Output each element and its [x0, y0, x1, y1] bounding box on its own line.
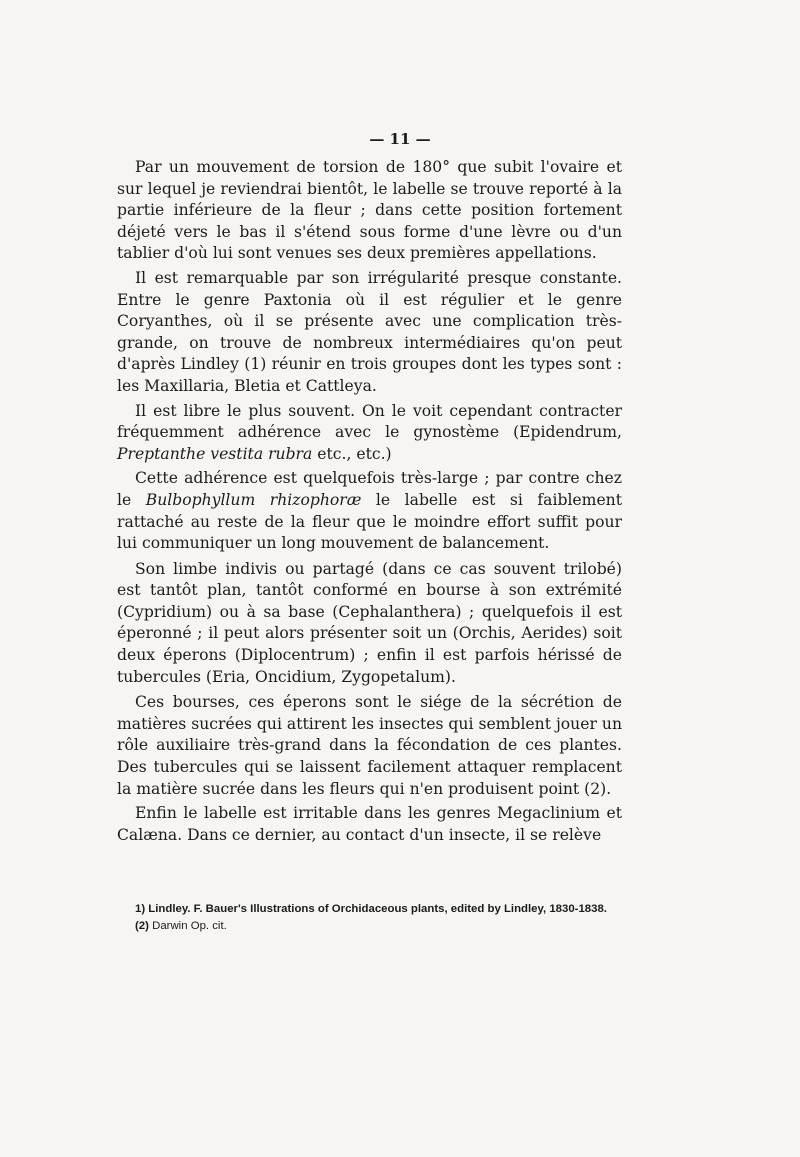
paragraph-text: Cette adhérence est quelquefois très-large ; par contre chez le: [117, 469, 622, 509]
footnote-2: [117, 918, 622, 935]
footnote-1: 1) Lindley. F. Bauer's Illustrations of Orchidaceous plants, edited by Lindley, 1830-1838.: [135, 903, 607, 915]
paragraph-text: etc., etc.): [312, 444, 392, 463]
page-number: — 11 —: [369, 130, 431, 148]
body-text: [117, 157, 622, 846]
paragraph: Enfin le labelle est irritable dans les genres Megaclinium et Calæna. Dans ce dernier, au contact d'un insecte, il se relève: [117, 804, 622, 844]
paragraph: Ces bourses, ces éperons sont le siége de la sécrétion de matières sucrées qui attirent les insectes qui semblent jouer un rôle auxiliaire très-grand dans la fécondation de ces plantes. Des tubercules qui se laissent facilement attaquer remplacent la matière sucrée dans les fleurs qui n'en produisent point (2).: [117, 693, 622, 798]
paragraph: [117, 468, 622, 554]
paragraph: Son limbe indivis ou partagé (dans ce cas souvent trilobé) est tantôt plan, tantôt conformé en bourse à son extrémité (Cypridium) ou à sa base (Cephalanthera) ; quelquefois il est éperonné ; il peut alors présenter soit un (Orchis, Aerides) soit deux éperons (Diplocentrum) ; enfin il est parfois hérissé de tubercules (Eria, Oncidium, Zygopetalum).: [117, 559, 622, 686]
paragraph: [117, 401, 622, 466]
footnote-number: (2): [135, 920, 149, 932]
paragraph: Il est remarquable par son irrégularité presque constante. Entre le genre Paxtonia où il est régulier et le genre Coryanthes, où il se présente avec une complication très-grande, on trouve de nombreux intermédiaires qu'on peut d'après Lindley (1) réunir en trois groupes dont les types sont : les Maxillaria, Bletia et Cattleya.: [117, 268, 622, 395]
species-name: Bulbophyllum rhizophoræ: [145, 490, 362, 509]
footnotes: [117, 901, 622, 935]
paragraph-text: le labelle est si faiblement rattaché au reste de la fleur que le moindre effort suffit pour lui communiquer un long mouvement de balancement.: [117, 490, 622, 553]
paragraph: Par un mouvement de torsion de 180° que subit l'ovaire et sur lequel je reviendrai bientôt, le labelle se trouve reporté à la partie inférieure de la fleur ; dans cette position fortement déjeté vers le bas il s'étend sous forme d'une lèvre ou d'un tablier d'où lui sont venues ses deux premières appellations.: [117, 158, 622, 263]
footnote-text: Darwin Op. cit.: [152, 920, 227, 932]
species-name: Preptanthe vestita rubra: [117, 444, 313, 463]
paragraph-text: Il est libre le plus souvent. On le voit cependant contracter fréquemment adhérence avec le gynostème (Epidendrum,: [117, 401, 622, 442]
